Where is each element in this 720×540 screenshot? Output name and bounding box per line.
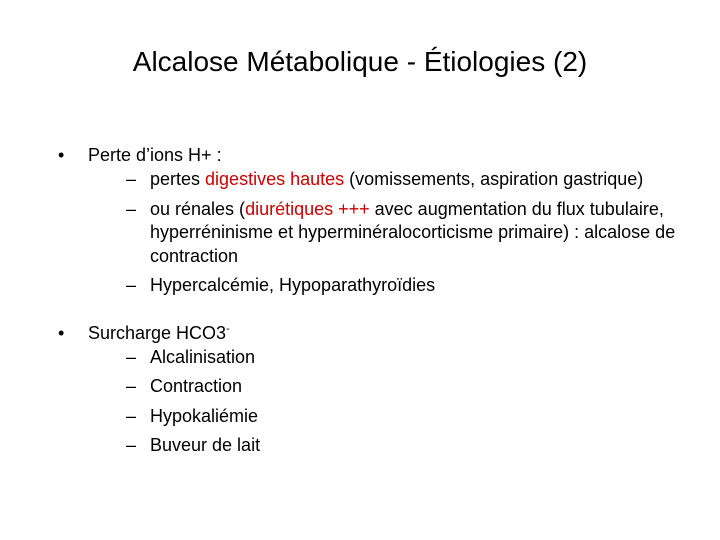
bullet-marker: • — [58, 322, 65, 343]
dash-marker: – — [126, 346, 137, 367]
sub-item — [88, 346, 698, 370]
sub-item — [88, 405, 698, 429]
superscript-minus: - — [226, 322, 230, 335]
sub-text-part: Hypokaliémie — [150, 405, 259, 426]
sub-text-part: Buveur de lait — [150, 435, 261, 455]
sub-list — [88, 346, 698, 458]
sub-text-highlight: diurétiques +++ — [245, 198, 370, 219]
dash-marker: – — [126, 169, 137, 189]
sub-text-highlight: digestives hautes — [205, 169, 345, 189]
sub-text-part: pertes — [150, 169, 206, 189]
sub-text-part: (vomissements, aspiration gastrique) — [344, 169, 644, 189]
sub-text-part: ou rénales ( — [150, 198, 246, 219]
slide-title: Alcalose Métabolique - Étiologies (2) — [132, 46, 588, 77]
sub-text-part: Hypercalcémie, Hypoparathyroïdies — [150, 275, 436, 295]
bullet-text: Surcharge HCO3 — [88, 322, 227, 343]
bullet-item-hco3-overload — [58, 320, 698, 458]
sub-text-part: Contraction — [150, 376, 243, 396]
sub-item — [88, 168, 698, 192]
sub-item — [88, 198, 698, 269]
dash-marker: – — [126, 275, 137, 295]
bullet-list — [58, 142, 698, 464]
sub-item — [88, 375, 698, 399]
sub-list — [88, 168, 698, 298]
sub-item — [88, 434, 698, 458]
bullet-item-loss-h-ions — [58, 142, 698, 298]
sub-text-part: Alcalinisation — [150, 346, 256, 367]
dash-marker: – — [126, 198, 137, 219]
dash-marker: – — [126, 435, 137, 455]
sub-text-part: avec augmentation du flux tubulaire, hyperréninisme et hyperminéralocorticisme primaire) : alcalose de contraction — [150, 198, 676, 266]
sub-item — [88, 274, 698, 298]
bullet-marker: • — [58, 145, 65, 165]
dash-marker: – — [126, 376, 137, 396]
bullet-text: Perte d’ions H+ : — [88, 145, 222, 165]
dash-marker: – — [126, 405, 137, 426]
